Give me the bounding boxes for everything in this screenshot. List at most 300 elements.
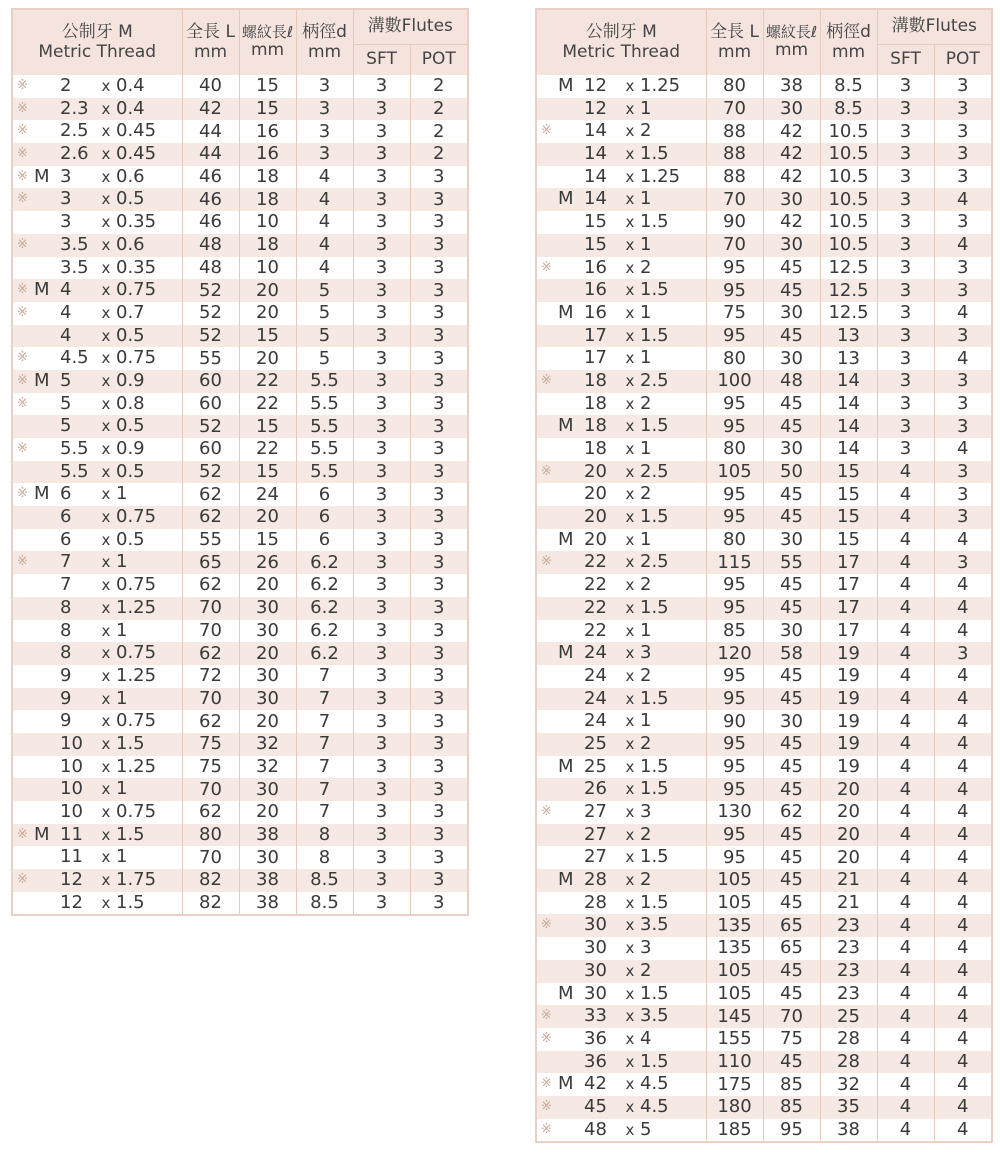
table-row <box>536 279 992 302</box>
overall-length-cell: 90 <box>706 710 763 733</box>
times-sign: x <box>625 281 635 300</box>
shank-diameter-cell: 5.5 <box>296 438 353 461</box>
thread-diameter: 4 <box>60 301 72 323</box>
thread-pitch: 1.5 <box>116 823 145 845</box>
times-sign: x <box>101 394 111 413</box>
shank-diameter-cell: 23 <box>820 960 877 983</box>
thread-diameter: 12 <box>584 75 607 96</box>
sft-flutes-cell: 3 <box>353 688 410 711</box>
thread-size-cell <box>12 98 182 121</box>
shank-diameter-cell: 8.5 <box>296 869 353 892</box>
thread-diameter: 14 <box>584 120 607 142</box>
overall-length-cell: 55 <box>182 529 239 552</box>
sft-flutes-cell: 3 <box>353 438 410 461</box>
sft-flutes-cell: 3 <box>877 279 934 302</box>
thread-length-cell: 45 <box>763 393 820 416</box>
pot-flutes-cell: 3 <box>410 710 468 733</box>
table-row <box>12 438 468 461</box>
overall-length-cell: 52 <box>182 461 239 484</box>
pot-flutes-cell: 3 <box>934 415 992 438</box>
thread-pitch: 0.35 <box>116 211 157 233</box>
thread-pitch: 0.5 <box>116 188 145 210</box>
thread-length-cell: 65 <box>763 914 820 937</box>
thread-size-cell <box>536 983 706 1006</box>
overall-length-cell: 44 <box>182 143 239 166</box>
thread-diameter: 6 <box>60 506 72 528</box>
table-row <box>536 551 992 574</box>
shank-diameter-cell: 17 <box>820 620 877 643</box>
table-row <box>12 211 468 234</box>
overall-length-cell: 46 <box>182 211 239 234</box>
shank-diameter-cell: 32 <box>820 1073 877 1096</box>
thread-diameter: 30 <box>584 914 607 936</box>
table-row <box>536 824 992 847</box>
thread-diameter: 10 <box>60 801 83 822</box>
thread-pitch: 2 <box>640 574 652 596</box>
overall-length-cell: 55 <box>182 347 239 370</box>
table-row <box>12 393 468 416</box>
shank-diameter-cell: 6 <box>296 506 353 529</box>
sft-flutes-cell: 3 <box>877 370 934 393</box>
thread-diameter: 11 <box>60 823 83 845</box>
times-sign: x <box>625 644 635 663</box>
thread-pitch: 1.25 <box>640 165 681 187</box>
thread-pitch: 0.6 <box>116 165 145 187</box>
table-row <box>536 937 992 960</box>
thread-length-cell: 85 <box>763 1073 820 1096</box>
metric-label: M <box>558 1073 574 1095</box>
overall-length-cell: 95 <box>706 415 763 438</box>
thread-length-cell: 45 <box>763 756 820 779</box>
thread-diameter: 4 <box>60 324 72 346</box>
metric-label: M <box>558 869 574 891</box>
sft-flutes-cell: 3 <box>877 120 934 143</box>
times-sign: x <box>625 1075 635 1094</box>
header-thread-length-unit: mm <box>774 40 809 61</box>
thread-length-cell: 26 <box>239 551 296 574</box>
thread-pitch: 1.5 <box>640 846 669 868</box>
sft-flutes-cell: 4 <box>877 688 934 711</box>
thread-pitch: 1.5 <box>640 506 669 528</box>
thread-spec-table-left <box>11 8 469 916</box>
thread-diameter: 10 <box>60 732 83 754</box>
thread-length-cell: 45 <box>763 778 820 801</box>
thread-pitch: 1 <box>640 97 652 119</box>
pot-flutes-cell: 3 <box>934 143 992 166</box>
thread-diameter: 14 <box>584 165 607 187</box>
times-sign: x <box>625 371 635 390</box>
thread-diameter: 24 <box>584 642 607 664</box>
overall-length-cell: 95 <box>706 733 763 756</box>
overall-length-cell: 60 <box>182 370 239 393</box>
table-row <box>12 846 468 869</box>
thread-length-cell: 15 <box>239 461 296 484</box>
thread-diameter: 22 <box>584 596 607 618</box>
thread-length-cell: 62 <box>763 801 820 824</box>
overall-length-cell: 80 <box>706 529 763 552</box>
table-row <box>536 506 992 529</box>
thread-size-cell <box>12 551 182 574</box>
pot-flutes-cell: 4 <box>934 347 992 370</box>
times-sign: x <box>101 871 111 890</box>
table-row <box>12 892 468 915</box>
thread-size-cell <box>12 120 182 143</box>
sft-flutes-cell: 3 <box>877 234 934 257</box>
stock-mark-icon: ※ <box>17 441 28 456</box>
pot-flutes-cell: 4 <box>934 438 992 461</box>
times-sign: x <box>625 122 635 141</box>
thread-pitch: 0.75 <box>116 506 157 528</box>
thread-length-cell: 10 <box>239 257 296 280</box>
pot-flutes-cell: 4 <box>934 914 992 937</box>
thread-diameter: 2.3 <box>60 97 89 119</box>
thread-size-cell <box>12 620 182 643</box>
thread-pitch: 4.5 <box>640 1095 669 1117</box>
pot-flutes-cell: 3 <box>410 370 468 393</box>
times-sign: x <box>625 961 635 980</box>
thread-length-cell: 30 <box>763 529 820 552</box>
header-shank-label: 柄徑d <box>302 21 347 42</box>
stock-mark-icon: ※ <box>541 463 552 479</box>
sft-flutes-cell: 3 <box>353 483 410 506</box>
times-sign: x <box>625 258 635 277</box>
thread-length-cell: 32 <box>239 756 296 779</box>
thread-length-cell: 15 <box>239 75 296 98</box>
thread-pitch: 1.25 <box>116 664 157 686</box>
thread-diameter: 7 <box>60 551 72 573</box>
stock-mark-icon: ※ <box>541 1076 552 1092</box>
thread-size-cell <box>536 347 706 370</box>
shank-diameter-cell: 7 <box>296 710 353 733</box>
sft-flutes-cell: 3 <box>877 166 934 189</box>
thread-size-cell <box>536 461 706 484</box>
overall-length-cell: 52 <box>182 302 239 325</box>
thread-pitch: 1.5 <box>640 891 669 913</box>
thread-length-cell: 16 <box>239 143 296 166</box>
header-thread-length-label: 螺紋長ℓ <box>765 23 818 42</box>
times-sign: x <box>101 213 111 232</box>
pot-flutes-cell: 3 <box>410 551 468 574</box>
shank-diameter-cell: 14 <box>820 438 877 461</box>
shank-diameter-cell: 7 <box>296 733 353 756</box>
overall-length-cell: 88 <box>706 166 763 189</box>
thread-pitch: 0.45 <box>116 120 157 142</box>
sft-flutes-cell: 3 <box>353 778 410 801</box>
thread-diameter: 16 <box>584 279 607 301</box>
overall-length-cell: 130 <box>706 801 763 824</box>
sft-flutes-cell: 4 <box>877 733 934 756</box>
pot-flutes-cell: 3 <box>934 642 992 665</box>
table-row <box>536 733 992 756</box>
sft-flutes-cell: 4 <box>877 1028 934 1051</box>
table-row <box>12 75 468 98</box>
thread-pitch: 3 <box>640 801 652 822</box>
stock-mark-icon: ※ <box>17 191 28 207</box>
thread-diameter: 24 <box>584 664 607 686</box>
thread-pitch: 1.25 <box>116 755 157 777</box>
times-sign: x <box>625 1052 635 1071</box>
thread-diameter: 48 <box>584 1118 607 1140</box>
table-row <box>12 801 468 824</box>
overall-length-cell: 175 <box>706 1073 763 1096</box>
thread-size-cell <box>12 166 182 189</box>
thread-pitch: 5 <box>640 1118 652 1140</box>
stock-mark-icon: ※ <box>17 146 28 162</box>
thread-length-cell: 22 <box>239 438 296 461</box>
table-row <box>536 846 992 869</box>
pot-flutes-cell: 3 <box>410 325 468 348</box>
thread-diameter: 5 <box>60 415 72 437</box>
header-shank-label: 柄徑d <box>826 21 871 42</box>
pot-flutes-cell: 3 <box>410 166 468 189</box>
thread-diameter: 18 <box>584 415 607 437</box>
pot-flutes-cell: 2 <box>410 98 468 121</box>
shank-diameter-cell: 19 <box>820 665 877 688</box>
header-flutes: 溝數Flutes <box>877 9 992 45</box>
metric-label: M <box>34 823 50 845</box>
thread-length-cell: 30 <box>239 597 296 620</box>
shank-diameter-cell: 15 <box>820 529 877 552</box>
thread-diameter: 7 <box>60 574 72 596</box>
thread-size-cell <box>536 370 706 393</box>
shank-diameter-cell: 10.5 <box>820 166 877 189</box>
thread-pitch: 0.4 <box>116 75 145 96</box>
overall-length-cell: 75 <box>182 756 239 779</box>
times-sign: x <box>625 303 635 322</box>
overall-length-cell: 95 <box>706 597 763 620</box>
thread-size-cell <box>12 347 182 370</box>
sft-flutes-cell: 3 <box>353 506 410 529</box>
table-row <box>536 211 992 234</box>
header-thread-en: Metric Thread <box>562 41 681 62</box>
pot-flutes-cell: 4 <box>934 1051 992 1074</box>
overall-length-cell: 70 <box>706 98 763 121</box>
pot-flutes-cell: 3 <box>934 461 992 484</box>
pot-flutes-cell: 2 <box>410 120 468 143</box>
thread-size-cell <box>536 438 706 461</box>
thread-pitch: 2 <box>640 732 652 754</box>
overall-length-cell: 80 <box>182 824 239 847</box>
times-sign: x <box>625 1029 635 1048</box>
thread-length-cell: 58 <box>763 642 820 665</box>
shank-diameter-cell: 6 <box>296 483 353 506</box>
metric-label: M <box>558 528 574 550</box>
shank-diameter-cell: 14 <box>820 370 877 393</box>
pot-flutes-cell: 4 <box>934 620 992 643</box>
table-row <box>12 551 468 574</box>
thread-pitch: 3.5 <box>640 914 669 936</box>
table-row <box>536 1051 992 1074</box>
thread-length-cell: 15 <box>239 529 296 552</box>
pot-flutes-cell: 4 <box>934 778 992 801</box>
shank-diameter-cell: 21 <box>820 892 877 915</box>
overall-length-cell: 88 <box>706 120 763 143</box>
times-sign: x <box>625 235 635 254</box>
table-row <box>12 234 468 257</box>
thread-diameter: 4.5 <box>60 347 89 369</box>
table-row <box>12 665 468 688</box>
stock-mark-icon: ※ <box>17 304 28 320</box>
pot-flutes-cell: 3 <box>934 75 992 98</box>
sft-flutes-cell: 3 <box>353 279 410 302</box>
thread-diameter: 22 <box>584 619 607 641</box>
thread-size-cell <box>12 529 182 552</box>
times-sign: x <box>625 508 635 527</box>
overall-length-cell: 95 <box>706 824 763 847</box>
sft-flutes-cell: 3 <box>353 869 410 892</box>
header-thread-en: Metric Thread <box>38 41 157 62</box>
times-sign: x <box>625 77 635 95</box>
pot-flutes-cell: 3 <box>934 551 992 574</box>
overall-length-cell: 95 <box>706 325 763 348</box>
header-sft: SFT <box>877 45 934 76</box>
shank-diameter-cell: 23 <box>820 937 877 960</box>
overall-length-cell: 62 <box>182 801 239 824</box>
times-sign: x <box>101 122 111 141</box>
overall-length-cell: 42 <box>182 98 239 121</box>
sft-flutes-cell: 3 <box>353 756 410 779</box>
shank-diameter-cell: 15 <box>820 461 877 484</box>
shank-diameter-cell: 5.5 <box>296 370 353 393</box>
sft-flutes-cell: 3 <box>353 75 410 98</box>
sft-flutes-cell: 3 <box>353 710 410 733</box>
stock-mark-icon: ※ <box>541 259 552 275</box>
shank-diameter-cell: 6.2 <box>296 597 353 620</box>
thread-diameter: 18 <box>584 438 607 459</box>
thread-diameter: 20 <box>584 506 607 528</box>
shank-diameter-cell: 6.2 <box>296 574 353 597</box>
thread-diameter: 22 <box>584 574 607 596</box>
times-sign: x <box>625 848 635 867</box>
sft-flutes-cell: 4 <box>877 551 934 574</box>
thread-length-cell: 95 <box>763 1119 820 1142</box>
times-sign: x <box>625 893 635 912</box>
thread-pitch: 1.5 <box>640 778 669 800</box>
header-length-unit: mm <box>717 41 752 62</box>
table-row <box>536 393 992 416</box>
shank-diameter-cell: 23 <box>820 914 877 937</box>
table-row <box>12 710 468 733</box>
table-row <box>536 370 992 393</box>
shank-diameter-cell: 25 <box>820 1005 877 1028</box>
thread-diameter: 28 <box>584 891 607 913</box>
table-row <box>536 75 992 98</box>
shank-diameter-cell: 12.5 <box>820 257 877 280</box>
times-sign: x <box>101 371 111 390</box>
times-sign: x <box>101 780 111 799</box>
overall-length-cell: 80 <box>706 438 763 461</box>
times-sign: x <box>101 825 111 844</box>
thread-pitch: 2 <box>640 823 652 845</box>
shank-diameter-cell: 19 <box>820 688 877 711</box>
metric-label: M <box>558 982 574 1004</box>
pot-flutes-cell: 3 <box>410 302 468 325</box>
thread-pitch: 0.7 <box>116 301 145 323</box>
thread-pitch: 2.5 <box>640 551 669 573</box>
thread-pitch: 0.5 <box>116 460 145 482</box>
stock-mark-icon: ※ <box>17 486 28 502</box>
sft-flutes-cell: 4 <box>877 461 934 484</box>
table-row <box>536 1119 992 1142</box>
overall-length-cell: 105 <box>706 983 763 1006</box>
table-row <box>12 597 468 620</box>
overall-length-cell: 48 <box>182 257 239 280</box>
thread-size-cell <box>536 597 706 620</box>
times-sign: x <box>101 167 111 186</box>
thread-size-cell <box>12 415 182 438</box>
thread-length-cell: 45 <box>763 892 820 915</box>
thread-size-cell <box>536 393 706 416</box>
thread-pitch: 1.5 <box>116 891 145 913</box>
thread-length-cell: 45 <box>763 960 820 983</box>
stock-mark-icon: ※ <box>541 123 552 139</box>
thread-length-cell: 20 <box>239 302 296 325</box>
shank-diameter-cell: 7 <box>296 801 353 824</box>
table-row <box>536 483 992 506</box>
thread-length-cell: 45 <box>763 869 820 892</box>
overall-length-cell: 46 <box>182 188 239 211</box>
times-sign: x <box>625 984 635 1003</box>
times-sign: x <box>625 757 635 776</box>
shank-diameter-cell: 5 <box>296 279 353 302</box>
shank-diameter-cell: 14 <box>820 415 877 438</box>
table-row <box>536 869 992 892</box>
thread-size-cell <box>536 642 706 665</box>
times-sign: x <box>625 825 635 844</box>
overall-length-cell: 72 <box>182 665 239 688</box>
overall-length-cell: 88 <box>706 143 763 166</box>
shank-diameter-cell: 7 <box>296 778 353 801</box>
thread-diameter: 28 <box>584 869 607 891</box>
pot-flutes-cell: 3 <box>410 778 468 801</box>
table-row <box>12 415 468 438</box>
table-row <box>12 347 468 370</box>
thread-size-cell <box>12 688 182 711</box>
pot-flutes-cell: 3 <box>410 733 468 756</box>
pot-flutes-cell: 4 <box>934 733 992 756</box>
thread-size-cell <box>536 1028 706 1051</box>
sft-flutes-cell: 3 <box>877 415 934 438</box>
table-row <box>12 98 468 121</box>
thread-diameter: 20 <box>584 483 607 505</box>
shank-diameter-cell: 5 <box>296 347 353 370</box>
thread-size-cell <box>536 620 706 643</box>
thread-length-cell: 50 <box>763 461 820 484</box>
sft-flutes-cell: 3 <box>877 347 934 370</box>
thread-pitch: 2 <box>640 392 652 414</box>
thread-length-cell: 30 <box>763 188 820 211</box>
header-pot: POT <box>934 45 992 76</box>
thread-size-cell <box>12 892 182 915</box>
thread-length-cell: 30 <box>763 620 820 643</box>
thread-pitch: 1 <box>640 301 652 323</box>
sft-flutes-cell: 3 <box>353 166 410 189</box>
thread-pitch: 1.25 <box>116 596 157 618</box>
thread-size-cell <box>536 415 706 438</box>
thread-pitch: 0.75 <box>116 279 157 301</box>
thread-pitch: 0.75 <box>116 574 157 596</box>
thread-pitch: 1 <box>640 438 652 459</box>
times-sign: x <box>101 893 111 912</box>
times-sign: x <box>625 1120 635 1139</box>
thread-size-cell <box>536 1051 706 1074</box>
thread-size-cell <box>536 234 706 257</box>
thread-pitch: 1.5 <box>640 687 669 709</box>
overall-length-cell: 82 <box>182 869 239 892</box>
shank-diameter-cell: 5.5 <box>296 415 353 438</box>
thread-length-cell: 18 <box>239 188 296 211</box>
shank-diameter-cell: 6.2 <box>296 620 353 643</box>
